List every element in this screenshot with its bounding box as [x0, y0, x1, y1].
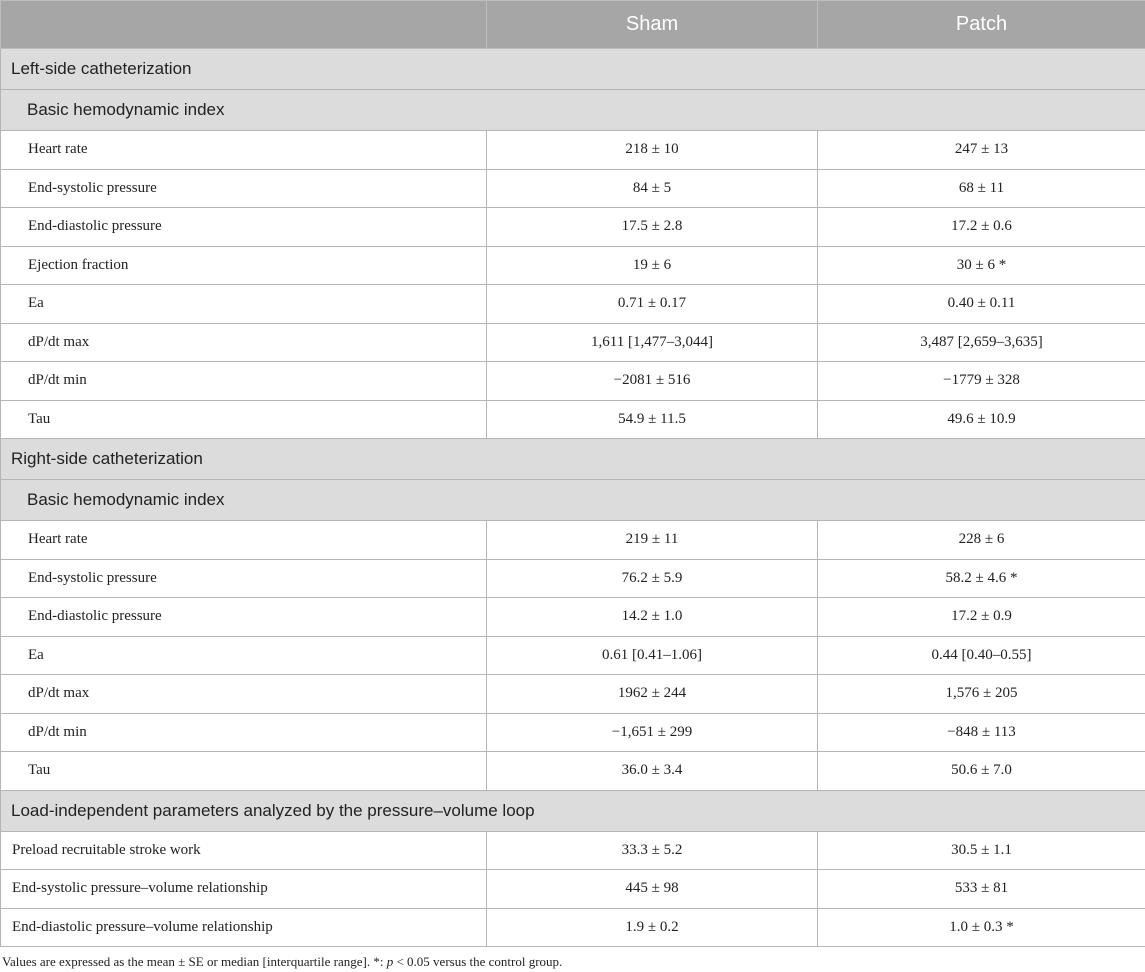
patch-value: 30.5 ± 1.1: [818, 831, 1145, 870]
table-row: [1, 752, 1145, 791]
sham-value: 1,611 [1,477–3,044]: [487, 323, 818, 362]
row-label: End-diastolic pressure: [1, 208, 487, 247]
header-row: [1, 1, 1145, 49]
section-header-row: [1, 49, 1145, 90]
sham-value: 19 ± 6: [487, 246, 818, 285]
row-label: Tau: [1, 752, 487, 791]
patch-value: 1,576 ± 205: [818, 675, 1145, 714]
patch-value: 17.2 ± 0.6: [818, 208, 1145, 247]
footnote-p-symbol: p: [386, 954, 394, 969]
sham-value: 33.3 ± 5.2: [487, 831, 818, 870]
sham-value: 14.2 ± 1.0: [487, 598, 818, 637]
sham-value: 36.0 ± 3.4: [487, 752, 818, 791]
table-row: [1, 559, 1145, 598]
table-row: [1, 169, 1145, 208]
row-label: Ea: [1, 636, 487, 675]
row-label: End-diastolic pressure–volume relationship: [1, 908, 487, 947]
table-row: [1, 675, 1145, 714]
table-row: [1, 131, 1145, 170]
table-footnote: [2, 954, 562, 970]
sham-value: 1962 ± 244: [487, 675, 818, 714]
table-row: [1, 870, 1145, 909]
table-row: [1, 908, 1145, 947]
section-title: Right-side catheterization: [1, 439, 1145, 480]
table-row: [1, 831, 1145, 870]
table-row: [1, 246, 1145, 285]
table-row: [1, 323, 1145, 362]
row-label: Heart rate: [1, 521, 487, 560]
footnote-text: Values are expressed as the mean ± SE or median [interquartile range]. *:: [2, 954, 387, 969]
sham-value: 17.5 ± 2.8: [487, 208, 818, 247]
subsection-header-row: [1, 90, 1145, 131]
table-row: [1, 208, 1145, 247]
patch-value: −848 ± 113: [818, 713, 1145, 752]
section-header-row: [1, 439, 1145, 480]
sham-value: 0.71 ± 0.17: [487, 285, 818, 324]
patch-value: 30 ± 6 *: [818, 246, 1145, 285]
row-label: dP/dt min: [1, 362, 487, 401]
table-row: [1, 713, 1145, 752]
subsection-title: Basic hemodynamic index: [1, 480, 1145, 521]
table-row: [1, 521, 1145, 560]
header-cell-patch: Patch: [818, 1, 1145, 49]
table-row: [1, 636, 1145, 675]
row-label: Tau: [1, 400, 487, 439]
row-label: dP/dt max: [1, 323, 487, 362]
header-cell-label: [1, 1, 487, 49]
patch-value: 247 ± 13: [818, 131, 1145, 170]
sham-value: 76.2 ± 5.9: [487, 559, 818, 598]
row-label: Heart rate: [1, 131, 487, 170]
patch-value: 49.6 ± 10.9: [818, 400, 1145, 439]
patch-value: 3,487 [2,659–3,635]: [818, 323, 1145, 362]
sham-value: 0.61 [0.41–1.06]: [487, 636, 818, 675]
patch-value: 68 ± 11: [818, 169, 1145, 208]
patch-value: 228 ± 6: [818, 521, 1145, 560]
patch-value: 17.2 ± 0.9: [818, 598, 1145, 637]
table-row: [1, 598, 1145, 637]
subsection-header-row: [1, 480, 1145, 521]
row-label: dP/dt min: [1, 713, 487, 752]
sham-value: 219 ± 11: [487, 521, 818, 560]
patch-value: 50.6 ± 7.0: [818, 752, 1145, 791]
section-title: Left-side catheterization: [1, 49, 1145, 90]
patch-value: 0.44 [0.40–0.55]: [818, 636, 1145, 675]
row-label: Ejection fraction: [1, 246, 487, 285]
row-label: End-diastolic pressure: [1, 598, 487, 637]
patch-value: 0.40 ± 0.11: [818, 285, 1145, 324]
table-row: [1, 362, 1145, 401]
patch-value: 533 ± 81: [818, 870, 1145, 909]
sham-value: 1.9 ± 0.2: [487, 908, 818, 947]
footnote-text-end: < 0.05 versus the control group.: [393, 954, 563, 969]
sham-value: −1,651 ± 299: [487, 713, 818, 752]
sham-value: 218 ± 10: [487, 131, 818, 170]
sham-value: 84 ± 5: [487, 169, 818, 208]
sham-value: 445 ± 98: [487, 870, 818, 909]
row-label: End-systolic pressure: [1, 169, 487, 208]
sham-value: −2081 ± 516: [487, 362, 818, 401]
row-label: End-systolic pressure: [1, 559, 487, 598]
row-label: End-systolic pressure–volume relationship: [1, 870, 487, 909]
sham-value: 54.9 ± 11.5: [487, 400, 818, 439]
table-row: [1, 400, 1145, 439]
patch-value: −1779 ± 328: [818, 362, 1145, 401]
patch-value: 58.2 ± 4.6 *: [818, 559, 1145, 598]
row-label: Ea: [1, 285, 487, 324]
subsection-title: Basic hemodynamic index: [1, 90, 1145, 131]
patch-value: 1.0 ± 0.3 *: [818, 908, 1145, 947]
row-label: Preload recruitable stroke work: [1, 831, 487, 870]
table-row: [1, 285, 1145, 324]
section-header-row: [1, 790, 1145, 831]
header-cell-sham: Sham: [487, 1, 818, 49]
row-label: dP/dt max: [1, 675, 487, 714]
section-title: Load-independent parameters analyzed by the pressure–volume loop: [1, 790, 1145, 831]
